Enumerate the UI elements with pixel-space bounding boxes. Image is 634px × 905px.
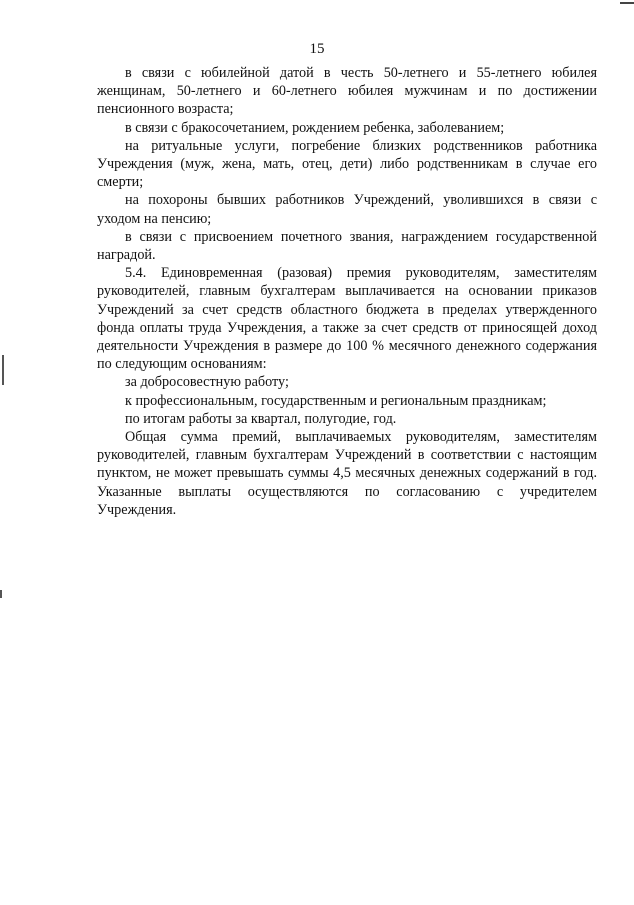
list-item-period-results: по итогам работы за квартал, полугодие, год. [125,410,397,427]
list-item-good-work: за добросовестную работу; [125,374,289,391]
paragraph-section-5-4: 5.4. Единовременная (разовая) премия руководителям, заместителям руководителей, главным бухгалтерам выплачивается на основании приказов Учреждений за счет средств областного бюджета в пределах утвержденного фонда оплаты труда Учреждения, а также за счет средств от приносящей доход деятельности Учреждения в размере до 100 % месячного денежного содержания по следующим основаниям: [97,265,597,373]
paragraph-total-sum: Общая сумма премий, выплачиваемых руководителям, заместителям руководителей, главным бухгалтерам Учреждений в соответствии с настоящим пунктом, не может превышать суммы 4,5 месячных денежных содержаний в год. Указанные выплаты осуществляются по согласованию с учредителем Учреждения. [97,429,597,518]
document-body [97,64,597,519]
paragraph-marriage: в связи с бракосочетанием, рождением ребенка, заболеванием; [125,119,505,136]
scan-artifact [620,2,634,4]
paragraph-award: в связи с присвоением почетного звания, награждением государственной наградой. [97,228,597,264]
paragraph-funeral: на похороны бывших работников Учреждений, уволившихся в связи с уходом на пенсию; [97,192,597,227]
paragraph-ritual: на ритуальные услуги, погребение близких родственников работника Учреждения (муж, жена, мать, отец, дети) либо родственникам в случае его смерти; [97,137,597,191]
scan-artifact [0,590,2,598]
list-item-holidays: к профессиональным, государственным и региональным праздникам; [125,392,547,409]
paragraph-jubilee: в связи с юбилейной датой в честь 50-летнего и 55-летнего юбилея женщинам, 50-летнего и 60-летнего юбилея мужчинам и по достижении пенсионного возраста; [97,65,597,118]
page-number: 15 [309,41,325,57]
scan-artifact [2,355,4,385]
